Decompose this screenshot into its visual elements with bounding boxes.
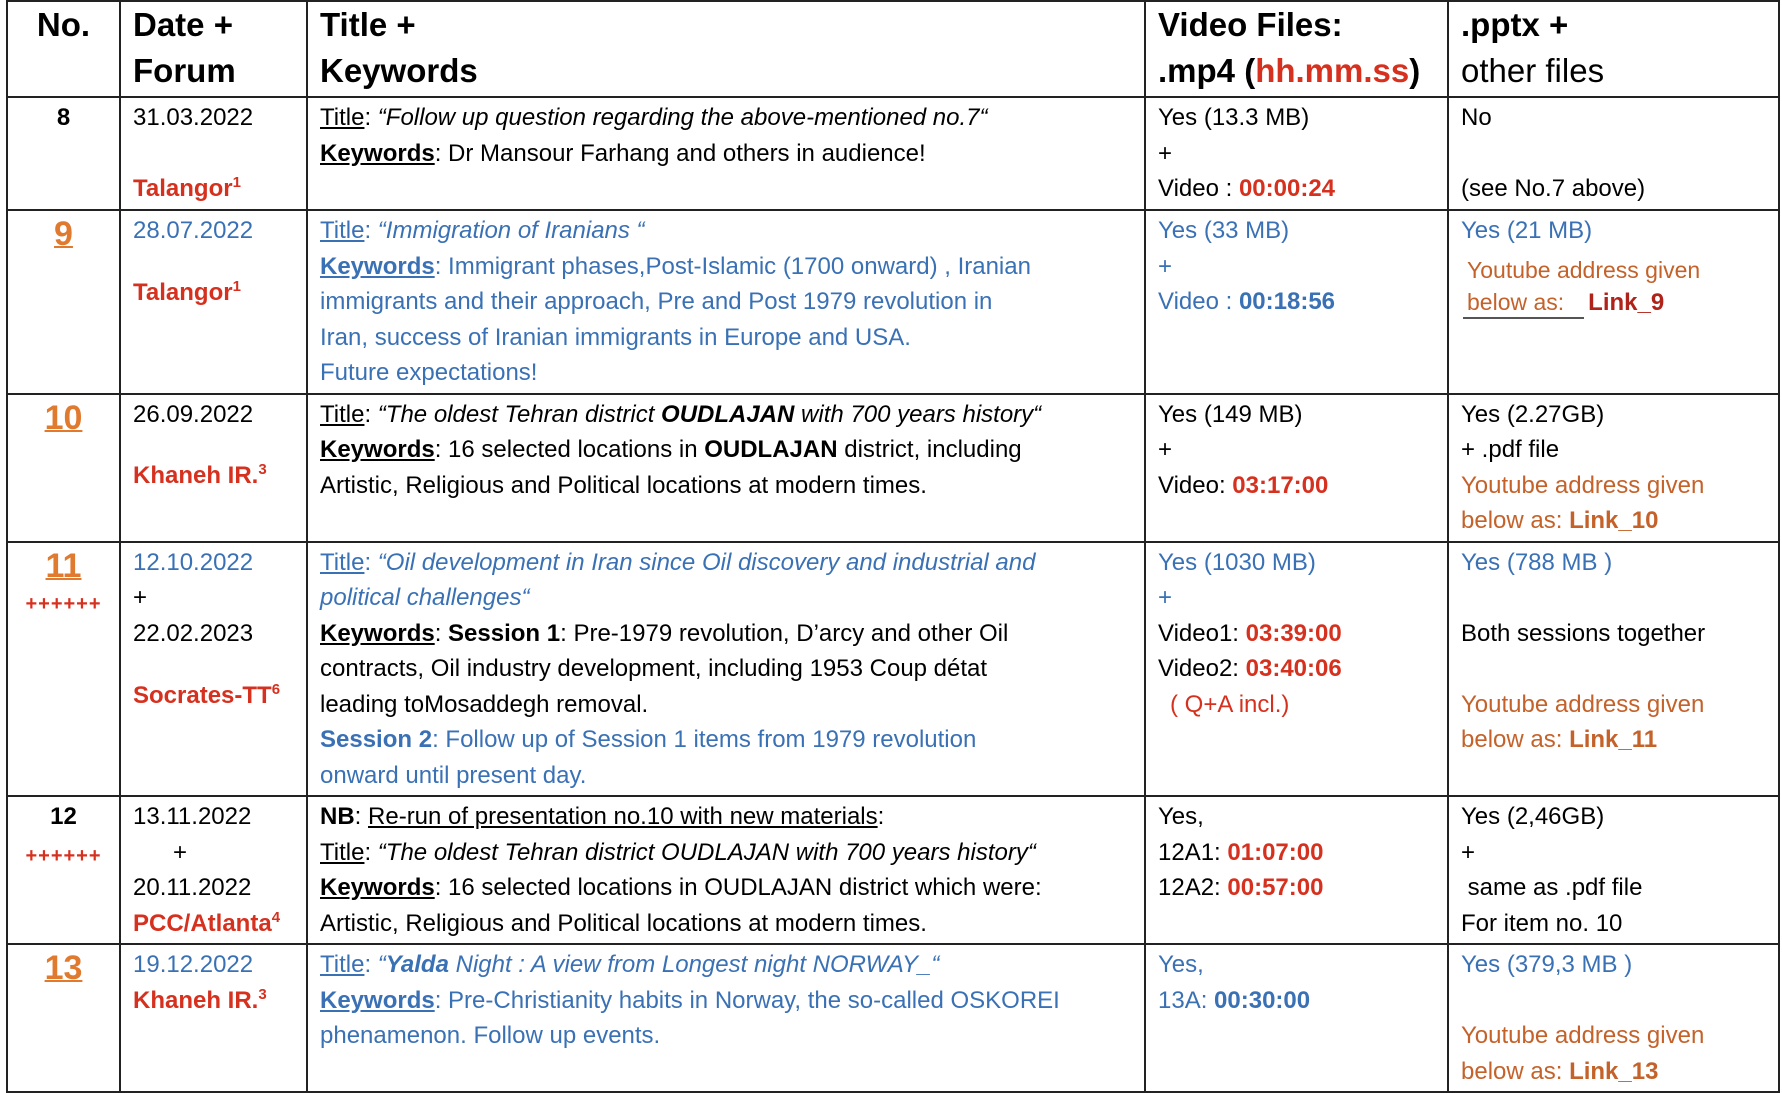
video-duration: 00:18:56 <box>1238 288 1336 315</box>
header-title-keywords <box>307 1 1145 97</box>
title-keywords-cell <box>307 542 1145 797</box>
keywords-label: Keywords <box>320 986 435 1014</box>
forum-label <box>133 983 296 1019</box>
keywords-label: Keywords <box>320 619 435 647</box>
date-forum-cell <box>120 542 307 797</box>
title-keywords-cell <box>307 210 1145 394</box>
title-text: “ <box>377 951 386 978</box>
forum-name: PCC/Atlanta <box>133 909 272 937</box>
colon: : <box>434 986 449 1014</box>
title-keywords-cell <box>307 944 1145 1092</box>
title-line <box>320 835 1134 871</box>
keywords-text: Immigrant phases,Post-Islamic (1700 onward) , Iranian <box>448 252 1031 280</box>
title-label: Title <box>320 838 365 866</box>
row-number <box>7 210 120 394</box>
session-line <box>320 722 1134 758</box>
date-label: 12.10.2022 <box>133 548 254 576</box>
keywords-line <box>320 432 1134 468</box>
row-number <box>7 796 120 944</box>
title-keywords-cell <box>307 394 1145 542</box>
keywords-line <box>320 249 1134 285</box>
qa-note: ( Q+A incl.) <box>1170 690 1290 718</box>
spacer <box>133 651 296 678</box>
youtube-link-line <box>1461 503 1768 539</box>
title-keywords-cell <box>307 97 1145 210</box>
video-label: Video : <box>1158 288 1239 315</box>
video-cell <box>1145 97 1448 210</box>
title-label: Title <box>320 104 365 131</box>
colon: : <box>354 803 369 830</box>
keywords-text: phenamenon. Follow up events. <box>320 1022 661 1049</box>
title-line <box>320 397 1134 433</box>
youtube-link[interactable]: Link_11 <box>1569 726 1658 753</box>
pptx-note: (see No.7 above) <box>1461 175 1646 202</box>
colon: : <box>434 139 449 167</box>
table-row <box>7 394 1779 542</box>
pptx-cell <box>1448 542 1779 797</box>
plus-sign: + <box>1158 252 1173 280</box>
pptx-note: same as .pdf file <box>1461 874 1643 901</box>
plus-marker: ++++++ <box>25 593 102 615</box>
header-video-format-prefix: .mp4 ( <box>1158 52 1256 89</box>
video-size: Yes (1030 MB) <box>1158 548 1316 576</box>
forum-name: Talangor <box>133 278 233 306</box>
forum-footnote: 6 <box>271 681 281 698</box>
keywords-text: Iran, success of Iranian immigrants in Europe and USA. <box>320 323 911 351</box>
colon: : <box>434 436 449 463</box>
header-date-forum <box>120 1 307 97</box>
session-text: contracts, Oil industry development, including 1953 Coup détat <box>320 655 988 682</box>
table-row <box>7 542 1779 797</box>
row-number-link[interactable]: 11 <box>45 546 82 585</box>
row-number-label: 12 <box>50 803 77 830</box>
pptx-status: Yes (2.27GB) <box>1461 400 1605 428</box>
forum-label <box>133 906 296 942</box>
video-duration-line <box>1158 468 1437 504</box>
session-text: leading toMosaddegh removal. <box>320 690 649 718</box>
keywords-text: immigrants and their approach, Pre and Post 1979 revolution in <box>320 288 993 315</box>
video-label: Video2: <box>1158 655 1246 682</box>
forum-name: Socrates-TT <box>133 682 272 709</box>
colon: : <box>560 619 574 647</box>
video-duration-line <box>1158 616 1437 652</box>
below-as-label: below as: <box>1463 287 1584 319</box>
video-label: 13A: <box>1158 986 1215 1014</box>
nb-text: Re-run of presentation no.10 with new materials <box>368 803 878 830</box>
header-forum-label: Forum <box>133 52 236 89</box>
video-size: Yes (13.3 MB) <box>1158 104 1310 131</box>
header-pptx-files <box>1448 1 1779 97</box>
title-text: Night : A view from Longest night NORWAY_“ <box>448 951 940 978</box>
date-label: 31.03.2022 <box>133 104 254 131</box>
youtube-note: Youtube address given <box>1467 256 1701 283</box>
row-number <box>7 394 120 542</box>
video-duration: 03:40:06 <box>1245 655 1342 682</box>
video-status: Yes, <box>1158 951 1204 978</box>
video-duration: 01:07:00 <box>1227 838 1324 866</box>
below-as-label: below as: <box>1461 726 1570 753</box>
session-text: Pre-1979 revolution, D’arcy and other Oil <box>573 619 1009 647</box>
row-number <box>7 97 120 210</box>
nb-label: NB <box>320 803 355 830</box>
date-label: 26.09.2022 <box>133 400 254 428</box>
colon: : <box>364 217 378 244</box>
keywords-text: 16 selected locations in OUDLAJAN district which were: <box>448 874 1042 901</box>
keywords-text: 16 selected locations in <box>448 436 705 463</box>
row-number-link[interactable]: 9 <box>54 215 73 253</box>
colon: : <box>364 951 378 978</box>
keywords-line <box>320 983 1134 1019</box>
title-label: Title <box>320 217 365 244</box>
header-video-files <box>1145 1 1448 97</box>
video-label: Video1: <box>1158 619 1246 647</box>
header-date-label: Date + <box>133 6 233 43</box>
youtube-link[interactable]: Link_13 <box>1569 1057 1659 1085</box>
keywords-text-bold: OUDLAJAN <box>704 436 838 463</box>
table-row <box>7 210 1779 394</box>
header-video-label: Video Files: <box>1158 6 1343 43</box>
date-forum-cell <box>120 944 307 1092</box>
pptx-cell <box>1448 944 1779 1092</box>
colon: : <box>432 726 446 753</box>
video-duration-line <box>1158 284 1437 320</box>
header-keywords-label: Keywords <box>320 52 478 89</box>
video-cell <box>1145 944 1448 1092</box>
table-row <box>7 944 1779 1092</box>
video-duration: 00:00:24 <box>1238 175 1336 202</box>
session-text: onward until present day. <box>320 761 587 789</box>
video-duration-line <box>1158 983 1437 1019</box>
video-cell <box>1145 394 1448 542</box>
keywords-text: Future expectations! <box>320 359 538 386</box>
keywords-text: Pre-Christianity habits in Norway, the so-called OSKOREI <box>448 986 1060 1014</box>
plus-sign: + <box>1461 838 1476 866</box>
video-status: Yes, <box>1158 803 1204 830</box>
colon: : <box>364 838 378 866</box>
title-line <box>320 100 1134 136</box>
colon: : <box>434 874 449 901</box>
title-text-bold: OUDLAJAN <box>661 400 795 428</box>
date-forum-cell <box>120 210 307 394</box>
title-line <box>320 213 1134 249</box>
pptx-status: Yes (2,46GB) <box>1461 803 1605 830</box>
spacer <box>1461 983 1768 1019</box>
video-duration: 03:17:00 <box>1232 471 1329 499</box>
forum-label <box>133 458 296 494</box>
youtube-note: Youtube address given <box>1461 471 1705 499</box>
keywords-line <box>320 136 1134 172</box>
header-video-format-suffix: ) <box>1409 52 1421 89</box>
title-keywords-cell <box>307 796 1145 944</box>
spacer <box>1461 580 1768 616</box>
header-video-format <box>1158 48 1437 94</box>
forum-name: Khaneh IR. <box>133 462 259 489</box>
title-text: “Oil development in Iran since Oil discovery and industrial and <box>377 548 1036 576</box>
keywords-line <box>320 616 1134 652</box>
pptx-note: For item no. 10 <box>1461 909 1623 937</box>
date-label: 19.12.2022 <box>133 951 254 978</box>
date-forum-cell <box>120 97 307 210</box>
below-as-label: below as: <box>1461 507 1570 534</box>
title-line <box>320 545 1134 581</box>
pptx-status: Yes (788 MB ) <box>1461 548 1613 576</box>
header-no <box>7 1 120 97</box>
title-label: Title <box>320 400 365 428</box>
pptx-status: No <box>1461 104 1492 131</box>
pptx-cell <box>1448 394 1779 542</box>
keywords-label: Keywords <box>320 436 435 463</box>
forum-name: Khaneh IR. <box>133 986 259 1014</box>
plus-sign: + <box>173 838 188 866</box>
spacer <box>133 249 296 275</box>
youtube-link-line <box>1461 722 1768 758</box>
video-size: Yes (33 MB) <box>1158 217 1290 244</box>
row-number-link[interactable]: 10 <box>44 398 83 437</box>
plus-sign: + <box>1158 584 1173 611</box>
forum-label <box>133 678 296 714</box>
presentations-table-wrapper <box>6 0 1778 1093</box>
header-title-label: Title + <box>320 6 416 43</box>
colon: : <box>364 400 378 428</box>
video-cell <box>1145 542 1448 797</box>
title-text: “The oldest Tehran district OUDLAJAN with 700 years history“ <box>377 838 1036 866</box>
forum-footnote: 3 <box>258 985 267 1003</box>
date-label: 13.11.2022 <box>133 803 252 830</box>
pptx-cell <box>1448 796 1779 944</box>
date-label: 20.11.2022 <box>133 874 252 901</box>
header-other-files-label: other files <box>1461 52 1605 89</box>
keywords-label: Keywords <box>320 139 435 167</box>
below-as-label: below as: <box>1461 1057 1570 1085</box>
video-label: 12A1: <box>1158 838 1228 866</box>
keywords-label: Keywords <box>320 874 435 901</box>
plus-sign: + <box>133 584 148 611</box>
title-text: with 700 years history“ <box>794 400 1042 428</box>
header-row <box>7 1 1779 97</box>
date-label: 22.02.2023 <box>133 619 254 647</box>
presentations-table <box>6 0 1780 1093</box>
header-video-timecode-format: hh.mm.ss <box>1255 52 1410 89</box>
youtube-note: Youtube address given <box>1461 1022 1705 1049</box>
session-label: Session 2 <box>320 726 433 753</box>
video-duration-line <box>1158 651 1437 687</box>
video-duration: 00:30:00 <box>1214 986 1311 1014</box>
keywords-text: Artistic, Religious and Political locations at modern times. <box>320 909 927 937</box>
youtube-note: Youtube address given <box>1461 690 1705 718</box>
table-row <box>7 796 1779 944</box>
forum-footnote: 3 <box>258 461 267 478</box>
video-label: 12A2: <box>1158 874 1228 901</box>
keywords-text: Dr Mansour Farhang and others in audience! <box>448 139 926 167</box>
table-row <box>7 97 1779 210</box>
colon: : <box>364 548 378 576</box>
pptx-status: Yes (379,3 MB ) <box>1461 951 1633 978</box>
title-text: “Immigration of Iranians “ <box>377 217 645 244</box>
header-pptx-label: .pptx + <box>1461 6 1569 43</box>
video-label: Video: <box>1158 471 1233 499</box>
video-cell <box>1145 210 1448 394</box>
row-number <box>7 944 120 1092</box>
forum-footnote: 1 <box>232 174 241 191</box>
colon: : <box>877 803 885 830</box>
title-text: “The oldest Tehran district <box>377 400 662 428</box>
header-no-label: No. <box>36 6 91 43</box>
video-cell <box>1145 796 1448 944</box>
video-duration-line <box>1158 870 1437 906</box>
spacer <box>133 432 296 458</box>
colon: : <box>434 252 449 280</box>
youtube-link[interactable]: Link_10 <box>1569 507 1659 534</box>
title-text-bold: Yalda <box>385 951 449 978</box>
youtube-link-line <box>1461 285 1768 321</box>
spacer <box>133 136 296 172</box>
spacer <box>1461 136 1768 172</box>
session-text: Follow up of Session 1 items from 1979 revolution <box>445 726 977 753</box>
pdf-note: + .pdf file <box>1461 436 1560 463</box>
plus-sign: + <box>1158 436 1173 463</box>
video-label: Video : <box>1158 175 1239 202</box>
video-size: Yes (149 MB) <box>1158 400 1303 428</box>
video-duration-line <box>1158 835 1437 871</box>
pptx-note: Both sessions together <box>1461 619 1706 647</box>
pptx-cell <box>1448 97 1779 210</box>
keywords-text: district, including <box>837 436 1022 463</box>
title-text: “Follow up question regarding the above-mentioned no.7“ <box>377 104 988 131</box>
video-duration: 03:39:00 <box>1245 619 1342 647</box>
date-forum-cell <box>120 394 307 542</box>
youtube-link[interactable]: Link_9 <box>1588 288 1665 316</box>
pptx-cell <box>1448 210 1779 394</box>
video-duration: 00:57:00 <box>1227 874 1324 901</box>
keywords-label: Keywords <box>320 252 435 280</box>
title-label: Title <box>320 951 365 978</box>
spacer <box>1461 651 1768 687</box>
forum-label <box>133 171 296 207</box>
keywords-line <box>320 870 1134 906</box>
forum-name: Talangor <box>133 175 233 202</box>
title-line <box>320 947 1134 983</box>
forum-footnote: 1 <box>232 277 241 295</box>
row-number-label: 8 <box>56 104 71 131</box>
date-label: 28.07.2022 <box>133 217 254 244</box>
plus-marker: ++++++ <box>25 844 102 867</box>
row-number-link[interactable]: 13 <box>44 949 83 987</box>
plus-sign: + <box>1158 139 1173 167</box>
video-duration-line <box>1158 171 1437 207</box>
forum-label <box>133 275 296 311</box>
session-label: Session 1 <box>448 619 561 647</box>
forum-footnote: 4 <box>271 908 281 926</box>
date-forum-cell <box>120 796 307 944</box>
title-label: Title <box>320 548 365 576</box>
colon: : <box>364 104 378 131</box>
title-text: political challenges“ <box>320 584 530 611</box>
row-number <box>7 542 120 797</box>
pptx-status: Yes (21 MB) <box>1461 217 1593 244</box>
keywords-text: Artistic, Religious and Political locations at modern times. <box>320 471 927 499</box>
colon: : <box>434 619 449 647</box>
nb-line <box>320 799 1134 835</box>
